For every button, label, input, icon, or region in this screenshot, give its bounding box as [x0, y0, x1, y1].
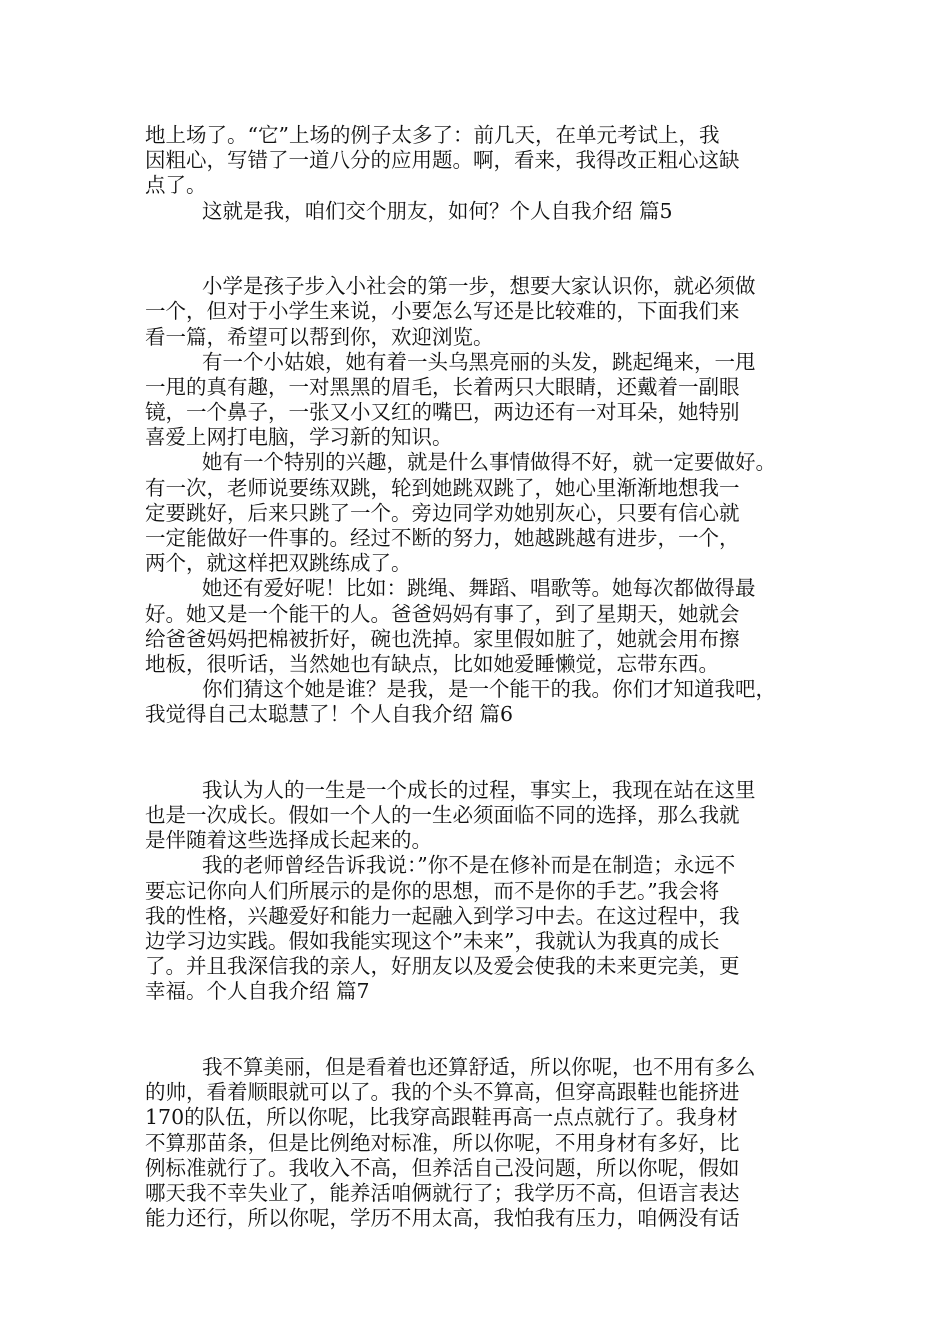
paragraph: [145, 350, 820, 451]
text-line: 一定能做好一件事的。经过不断的努力，她越跳越有进步，一个，: [145, 526, 740, 551]
paragraph: [145, 450, 820, 576]
text-line: 这就是我，咱们交个朋友，如何？个人自我介绍 篇5: [202, 198, 673, 223]
text-line: 一甩的真有趣，一对黑黑的眉毛，长着两只大眼睛，还戴着一副眼: [145, 374, 740, 399]
paragraph: [145, 853, 820, 1004]
text-line: 看一篇，希望可以帮到你，欢迎浏览。: [145, 324, 494, 349]
text-line: 不算那苗条，但是比例绝对标准，所以你呢，不用身材有多好，比: [145, 1130, 740, 1155]
text-line: 170的队伍，所以你呢，比我穿高跟鞋再高一点点就行了。我身材: [145, 1105, 738, 1130]
paragraph: [145, 1055, 820, 1231]
text-line: 有一个小姑娘，她有着一头乌黑亮丽的头发，跳起绳来，一甩: [202, 349, 756, 374]
document-body: [145, 123, 820, 1231]
section-gap: [145, 728, 820, 778]
text-line: 点了。: [145, 173, 207, 198]
text-line: 地上场了。“它”上场的例子太多了：前几天，在单元考试上，我: [145, 123, 720, 147]
text-line: 地板，很听话，当然她也有缺点，比如她爱睡懒觉，忘带东西。: [145, 651, 719, 676]
text-line: 小学是孩子步入小社会的第一步，想要大家认识你，就必须做: [202, 274, 756, 299]
text-line: 有一次，老师说要练双跳，轮到她跳双跳了，她心里渐渐地想我一: [145, 475, 740, 500]
text-line: 因粗心，写错了一道八分的应用题。啊，看来，我得改正粗心这缺: [145, 148, 740, 173]
text-line: 定要跳好，后来只跳了一个。旁边同学劝她别灰心，只要有信心就: [145, 500, 740, 525]
text-line: 一个，但对于小学生来说，小要怎么写还是比较难的，下面我们来: [145, 299, 740, 324]
text-line: 了。并且我深信我的亲人，好朋友以及爱会使我的未来更完美，更: [145, 954, 740, 979]
paragraph: [145, 199, 820, 224]
text-line: 能力还行，所以你呢，学历不用太高，我怕我有压力，咱俩没有话: [145, 1206, 740, 1231]
text-line: 镜，一个鼻子，一张又小又红的嘴巴，两边还有一对耳朵，她特别: [145, 400, 740, 425]
text-line: 的帅，看着顺眼就可以了。我的个头不算高，但穿高跟鞋也能挤进: [145, 1080, 740, 1105]
text-line: 幸福。个人自我介绍 篇7: [145, 979, 370, 1004]
text-line: 我觉得自己太聪慧了！个人自我介绍 篇6: [145, 702, 514, 727]
text-line: 她有一个特别的兴趣，就是什么事情做得不好，就一定要做好。: [202, 450, 776, 475]
text-line: 边学习边实践。假如我能实现这个”未来”，我就认为我真的成长: [145, 929, 720, 954]
paragraph: [145, 576, 820, 677]
text-line: 例标准就行了。我收入不高，但养活自己没问题，所以你呢，假如: [145, 1155, 740, 1180]
text-line: 是伴随着这些选择成长起来的。: [145, 828, 432, 853]
text-line: 我不算美丽，但是看着也还算舒适，所以你呢，也不用有多么: [202, 1054, 756, 1079]
text-line: 她还有爱好呢！比如：跳绳、舞蹈、唱歌等。她每次都做得最: [202, 576, 756, 601]
text-line: 哪天我不幸失业了，能养活咱俩就行了；我学历不高，但语言表达: [145, 1180, 740, 1205]
paragraph: [145, 677, 820, 727]
paragraph: [145, 274, 820, 350]
text-line: 我认为人的一生是一个成长的过程，事实上，我现在站在这里: [202, 777, 756, 802]
text-line: 我的老师曾经告诉我说：”你不是在修补而是在制造；永远不: [202, 853, 736, 878]
text-line: 给爸爸妈妈把棉被折好，碗也洗掉。家里假如脏了，她就会用布擦: [145, 626, 740, 651]
text-line: 你们猜这个她是谁？是我，是一个能干的我。你们才知道我吧，: [202, 677, 776, 702]
text-line: 要忘记你向人们所展示的是你的思想，而不是你的手艺。”我会将: [145, 878, 720, 903]
text-line: 两个，就这样把双跳练成了。: [145, 551, 412, 576]
text-line: 好。她又是一个能干的人。爸爸妈妈有事了，到了星期天，她就会: [145, 601, 740, 626]
paragraph: [145, 123, 820, 199]
text-line: 我的性格，兴趣爱好和能力一起融入到学习中去。在这过程中，我: [145, 903, 740, 928]
text-line: 喜爱上网打电脑，学习新的知识。: [145, 425, 453, 450]
paragraph: [145, 778, 820, 854]
section-gap: [145, 1005, 820, 1055]
text-line: 也是一次成长。假如一个人的一生必须面临不同的选择，那么我就: [145, 803, 740, 828]
section-gap: [145, 224, 820, 274]
